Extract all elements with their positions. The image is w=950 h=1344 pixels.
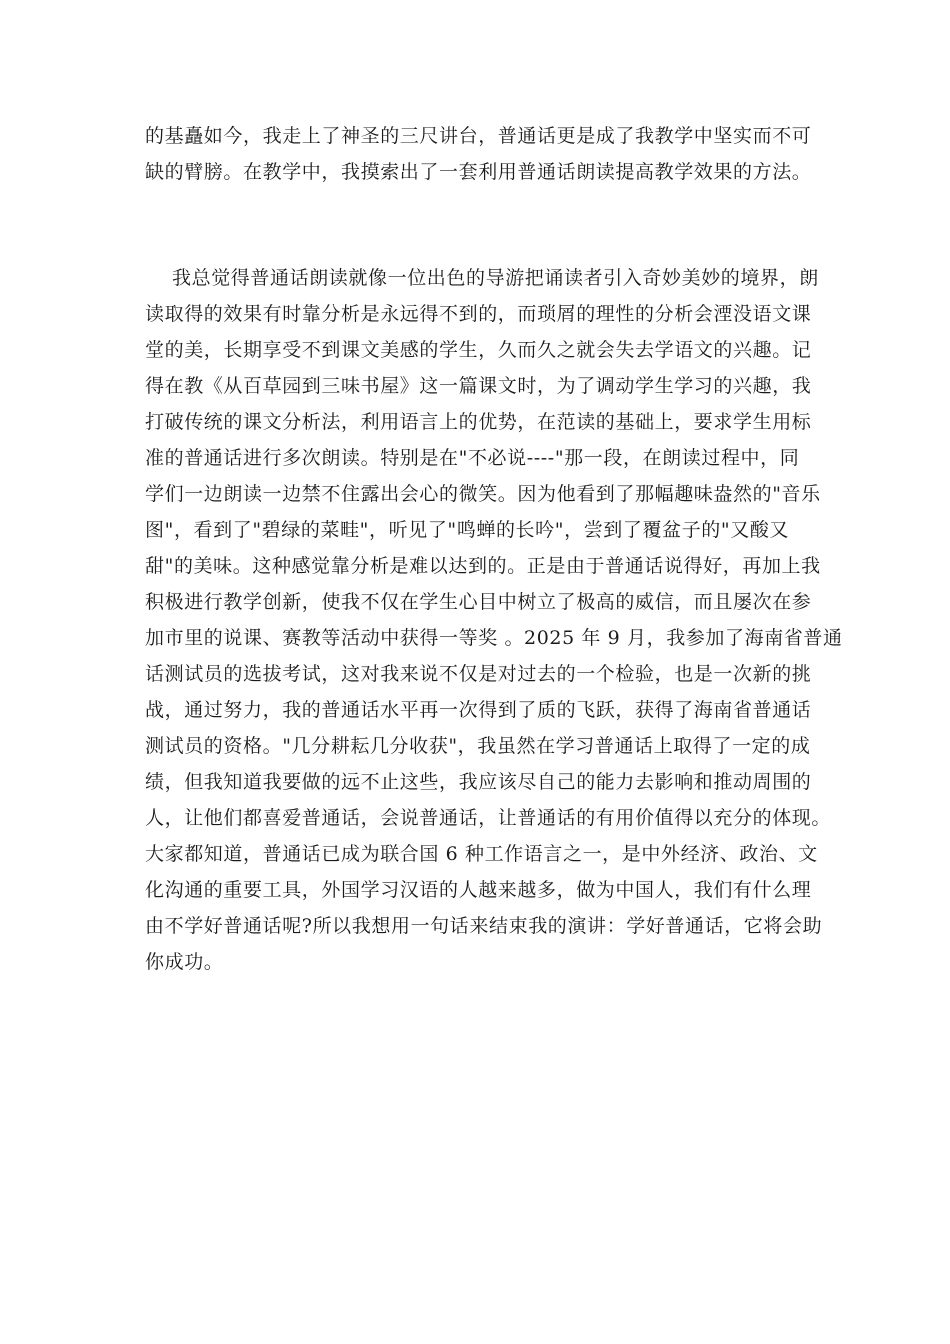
paragraph-2-line-3: 堂的美，长期享受不到课文美感的学生，久而久之就会失去学语文的兴趣。记 — [145, 339, 812, 361]
paragraph-1-line-2: 缺的臂膀。在教学中，我摸索出了一套利用普通话朗读提高教学效果的方法。 — [145, 161, 812, 183]
paragraph-2-line-15: 绩，但我知道我要做的远不止这些，我应该尽自己的能力去影响和推动周围的 — [145, 771, 812, 793]
paragraph-2-line-14: 测试员的资格。"几分耕耘几分收获"，我虽然在学习普通话上取得了一定的成 — [145, 735, 811, 757]
paragraph-2-line-4: 得在教《从百草园到三味书屋》这一篇课文时，为了调动学生学习的兴趣，我 — [145, 375, 812, 397]
paragraph-2-line-8: 图"，看到了"碧绿的菜畦"，听见了"鸣蝉的长吟"，尝到了覆盆子的"又酸又 — [145, 519, 790, 541]
paragraph-2-line-20: 你成功。 — [145, 951, 224, 973]
paragraph-2-line-5: 打破传统的课文分析法，利用语言上的优势，在范读的基础上，要求学生用标 — [145, 411, 812, 433]
paragraph-2-line-13: 战，通过努力，我的普通话水平再一次得到了质的飞跃，获得了海南省普通话 — [145, 699, 812, 721]
paragraph-2-line-7: 学们一边朗读一边禁不住露出会心的微笑。因为他看到了那幅趣味盎然的"音乐 — [145, 483, 821, 505]
paragraph-2-line-10: 积极进行教学创新，使我不仅在学生心目中树立了极高的威信，而且屡次在参 — [145, 591, 812, 613]
paragraph-2-line-6: 准的普通话进行多次朗读。特别是在"不必说----"那一段，在朗读过程中，同 — [145, 447, 800, 469]
paragraph-2-line-18: 化沟通的重要工具，外国学习汉语的人越来越多，做为中国人，我们有什么理 — [145, 879, 812, 901]
paragraph-2-line-11: 加市里的说课、赛教等活动中获得一等奖 。2025 年 9 月，我参加了海南省普通 — [145, 627, 843, 649]
paragraph-2-line-2: 读取得的效果有时靠分析是永远得不到的，而琐屑的理性的分析会湮没语文课 — [145, 303, 812, 325]
paragraph-2-line-19: 由不学好普通话呢?所以我想用一句话来结束我的演讲：学好普通话，它将会助 — [145, 915, 823, 937]
paragraph-1-line-1: 的基矗如今，我走上了神圣的三尺讲台，普通话更是成了我教学中坚实而不可 — [145, 125, 812, 147]
paragraph-2-line-1: 我总觉得普通话朗读就像一位出色的导游把诵读者引入奇妙美妙的境界，朗 — [172, 267, 819, 289]
paragraph-2-line-16: 人，让他们都喜爱普通话，会说普通话，让普通话的有用价值得以充分的体现。 — [145, 807, 832, 829]
paragraph-2-line-12: 话测试员的选拔考试，这对我来说不仅是对过去的一个检验，也是一次新的挑 — [145, 663, 812, 685]
paragraph-2-line-17: 大家都知道，普通话已成为联合国 6 种工作语言之一，是中外经济、政治、文 — [145, 843, 818, 865]
paragraph-2-line-9: 甜"的美味。这种感觉靠分析是难以达到的。正是由于普通话说得好，再加上我 — [145, 555, 821, 577]
